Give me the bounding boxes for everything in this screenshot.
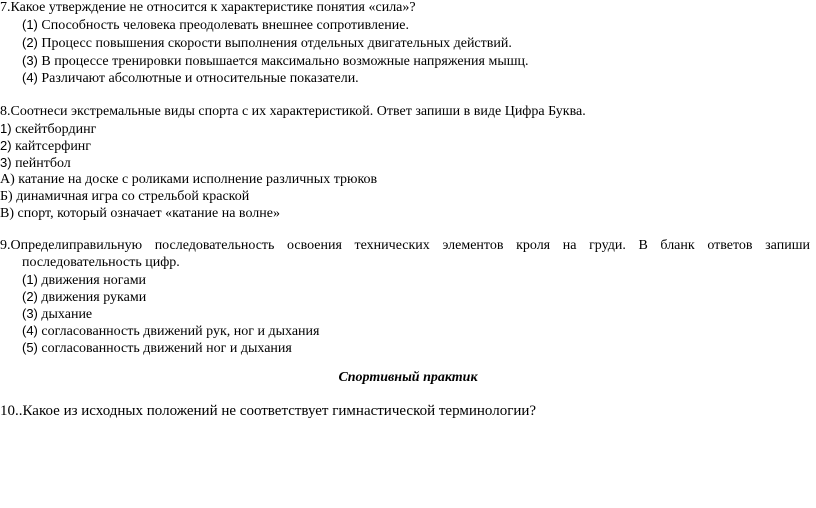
question-8-sport-3 bbox=[0, 155, 71, 171]
option-text: дыхание bbox=[41, 307, 93, 322]
question-8-description-a: А) катание на доске с роликами исполнение различных трюков bbox=[0, 172, 378, 187]
option-number: (5) bbox=[22, 340, 38, 355]
sport-name: скейтбординг bbox=[15, 122, 97, 137]
question-8-sport-2 bbox=[0, 138, 91, 154]
option-text: согласованность движений ног и дыхания bbox=[41, 341, 292, 356]
option-number: (1) bbox=[22, 17, 38, 32]
question-9-word: кроля bbox=[516, 238, 551, 253]
question-8-sport-1 bbox=[0, 121, 96, 137]
question-9-word: последовательность bbox=[154, 238, 275, 253]
question-7-text: 7.Какое утверждение не относится к характеристике понятия «сила»? bbox=[0, 0, 416, 15]
section-heading: Спортивный практик bbox=[338, 370, 478, 385]
question-9-option-5 bbox=[22, 340, 292, 356]
question-9-word: В bbox=[638, 238, 648, 253]
question-8-text: 8.Соотнеси экстремальные виды спорта с их характеристикой. Ответ запиши в виде Цифра Буква. bbox=[0, 104, 586, 119]
option-number: (3) bbox=[22, 53, 38, 68]
question-9-word: элементов bbox=[442, 238, 504, 253]
question-9-option-2 bbox=[22, 289, 146, 305]
question-7-option-3 bbox=[22, 53, 529, 69]
question-10-text: 10..Какое из исходных положений не соответствует гимнастической терминологии? bbox=[0, 403, 537, 419]
option-text: движения руками bbox=[41, 290, 147, 305]
question-9-text-line-1 bbox=[0, 238, 810, 254]
question-7-option-4 bbox=[22, 70, 359, 86]
question-8-description-c: В) спорт, который означает «катание на волне» bbox=[0, 206, 280, 221]
option-number: (4) bbox=[22, 323, 38, 338]
question-9-text-line-2: последовательность цифр. bbox=[22, 255, 180, 270]
question-9-word: технических bbox=[354, 238, 430, 253]
question-9-word: запиши bbox=[765, 238, 810, 253]
question-8-description-b: Б) динамичная игра со стрельбой краской bbox=[0, 189, 250, 204]
sport-name: пейнтбол bbox=[15, 156, 71, 171]
option-text: Процесс повышения скорости выполнения отдельных двигательных действий. bbox=[41, 36, 512, 51]
option-text: Различают абсолютные и относительные показатели. bbox=[41, 71, 359, 86]
sport-number: 1) bbox=[0, 121, 12, 136]
question-9-word: 9.Определиправильную bbox=[0, 238, 143, 253]
option-text: В процессе тренировки повышается максимально возможные напряжения мышц. bbox=[41, 54, 529, 69]
option-number: (4) bbox=[22, 70, 38, 85]
question-7-option-2 bbox=[22, 35, 512, 51]
option-text: Способность человека преодолевать внешнее сопротивление. bbox=[41, 18, 409, 33]
sport-name: кайтсерфинг bbox=[15, 139, 92, 154]
question-9-word: на bbox=[562, 238, 577, 253]
question-7-option-1 bbox=[22, 17, 409, 33]
sport-number: 2) bbox=[0, 138, 12, 153]
question-9-word: освоения bbox=[287, 238, 342, 253]
option-text: движения ногами bbox=[41, 273, 147, 288]
question-9-word: бланк bbox=[660, 238, 695, 253]
option-number: (3) bbox=[22, 306, 38, 321]
question-9-option-3 bbox=[22, 306, 92, 322]
option-number: (2) bbox=[22, 289, 38, 304]
question-9-word: груди. bbox=[589, 238, 626, 253]
question-9-option-4 bbox=[22, 323, 319, 339]
sport-number: 3) bbox=[0, 155, 12, 170]
option-number: (2) bbox=[22, 35, 38, 50]
question-9-option-1 bbox=[22, 272, 146, 288]
option-text: согласованность движений рук, ног и дыхания bbox=[41, 324, 320, 339]
option-number: (1) bbox=[22, 272, 38, 287]
question-9-word: ответов bbox=[707, 238, 753, 253]
